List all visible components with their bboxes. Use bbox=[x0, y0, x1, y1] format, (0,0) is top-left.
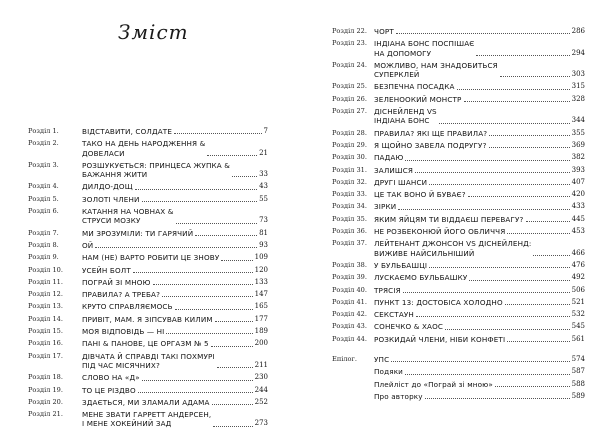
toc-entry[interactable] bbox=[332, 367, 585, 376]
entry-label: Розділ 25. bbox=[332, 82, 367, 91]
toc-entry[interactable] bbox=[332, 178, 585, 187]
toc-entry[interactable] bbox=[332, 355, 585, 364]
toc-entry[interactable] bbox=[28, 161, 268, 180]
toc-entry[interactable] bbox=[28, 339, 268, 348]
toc-entry[interactable] bbox=[332, 273, 585, 282]
dot-leader bbox=[464, 101, 570, 102]
entry-page-number: 109 bbox=[254, 253, 268, 262]
entry-title: НЕ РОЗБЕКОНЮЙ ЙОГО ОБЛИЧЧЯ bbox=[374, 227, 506, 237]
toc-left-list bbox=[28, 127, 268, 432]
dot-leader bbox=[469, 280, 569, 281]
toc-entry[interactable] bbox=[332, 286, 585, 295]
toc-entry[interactable] bbox=[28, 398, 268, 407]
entry-page-number: 587 bbox=[571, 367, 585, 376]
entry-page-number: 303 bbox=[571, 70, 585, 79]
toc-entry[interactable] bbox=[332, 141, 585, 150]
dot-leader bbox=[135, 189, 257, 190]
dot-leader bbox=[175, 309, 253, 310]
toc-entry[interactable] bbox=[28, 195, 268, 204]
entry-title: СОНЕЧКО & ХАОС bbox=[374, 322, 444, 332]
entry-label: Розділ 37. bbox=[332, 239, 367, 248]
entry-label: Розділ 43. bbox=[332, 322, 367, 331]
dot-leader bbox=[174, 133, 262, 134]
toc-entry[interactable] bbox=[28, 352, 268, 371]
dot-leader bbox=[138, 392, 253, 393]
entry-label: Розділ 35. bbox=[332, 214, 367, 223]
entry-page-number: 55 bbox=[259, 194, 268, 203]
entry-page-number: 177 bbox=[254, 314, 268, 323]
entry-label: Розділ 13. bbox=[28, 302, 63, 311]
entry-page-number: 433 bbox=[571, 202, 585, 211]
entry-title: ДРУГІ ШАНСИ bbox=[374, 177, 428, 187]
entry-label: Розділ 44. bbox=[332, 334, 367, 343]
entry-page-number: 273 bbox=[254, 419, 268, 428]
entry-page-number: 73 bbox=[259, 216, 268, 225]
entry-title: У БУЛЬБАШЦІ bbox=[374, 260, 428, 270]
entry-title: ТО ЦЕ РІЗДВО bbox=[82, 385, 136, 395]
entry-label: Розділ 14. bbox=[28, 314, 63, 323]
dot-leader bbox=[500, 76, 570, 77]
toc-entry[interactable] bbox=[332, 261, 585, 270]
dot-leader bbox=[166, 333, 252, 334]
dot-leader bbox=[398, 209, 569, 210]
dot-leader bbox=[405, 374, 570, 375]
entry-title: ПАНІ & ПАНОВЕ, ЦЕ ОРГАЗМ № 5 bbox=[82, 339, 209, 349]
dot-leader bbox=[133, 272, 253, 273]
entry-label: Розділ 2. bbox=[28, 139, 59, 148]
entry-label: Розділ 8. bbox=[28, 240, 59, 249]
dot-leader bbox=[505, 304, 570, 305]
entry-page-number: 476 bbox=[571, 260, 585, 269]
toc-entry[interactable] bbox=[332, 95, 585, 104]
entry-page-number: 147 bbox=[254, 290, 268, 299]
toc-entry[interactable] bbox=[28, 266, 268, 275]
entry-label: Розділ 15. bbox=[28, 327, 63, 336]
dot-leader bbox=[217, 367, 253, 368]
entry-page-number: 165 bbox=[254, 302, 268, 311]
entry-label: Розділ 24. bbox=[332, 60, 367, 69]
toc-entry[interactable] bbox=[28, 229, 268, 238]
toc-entry[interactable] bbox=[28, 302, 268, 311]
entry-title: ТРЯСІЯ bbox=[374, 285, 401, 295]
entry-page-number: 453 bbox=[571, 227, 585, 236]
toc-entry[interactable] bbox=[28, 410, 268, 429]
toc-entry[interactable] bbox=[28, 127, 268, 136]
dot-leader bbox=[396, 33, 570, 34]
entry-page-number: 43 bbox=[259, 182, 268, 191]
entry-page-number: 133 bbox=[254, 277, 268, 286]
toc-entry[interactable] bbox=[332, 392, 585, 401]
dot-leader bbox=[176, 223, 258, 224]
entry-label: Розділ 31. bbox=[332, 165, 367, 174]
dot-leader bbox=[507, 341, 569, 342]
toc-entry[interactable] bbox=[332, 190, 585, 199]
entry-label: Розділ 41. bbox=[332, 297, 367, 306]
right-page bbox=[300, 0, 600, 433]
entry-title: ДІВЧАТА Й СПРАВДІ ТАКІ ПОХМУРІ ПІД ЧАС МІСЯЧНИХ? bbox=[82, 351, 215, 370]
entry-label: Розділ 36. bbox=[332, 227, 367, 236]
dot-leader bbox=[212, 404, 253, 405]
toc-entry[interactable] bbox=[332, 27, 585, 36]
entry-page-number: 506 bbox=[571, 285, 585, 294]
dot-leader bbox=[429, 267, 569, 268]
dot-leader bbox=[533, 255, 569, 256]
entry-page-number: 230 bbox=[254, 373, 268, 382]
entry-label: Розділ 28. bbox=[332, 128, 367, 137]
toc-entry[interactable] bbox=[332, 166, 585, 175]
entry-page-number: 286 bbox=[571, 27, 585, 35]
entry-title: ЦЕ ТАК ВОНО Й БУВАЄ? bbox=[374, 190, 466, 200]
entry-page-number: 521 bbox=[571, 297, 585, 306]
entry-label: Розділ 18. bbox=[28, 373, 63, 382]
entry-label: Розділ 7. bbox=[28, 228, 59, 237]
entry-page-number: 189 bbox=[254, 327, 268, 336]
entry-page-number: 420 bbox=[571, 190, 585, 199]
dot-leader bbox=[95, 247, 257, 248]
entry-label: Розділ 32. bbox=[332, 177, 367, 186]
entry-label: Розділ 12. bbox=[28, 290, 63, 299]
entry-label: Розділ 4. bbox=[28, 182, 59, 191]
entry-page-number: 589 bbox=[571, 391, 585, 400]
entry-page-number: 294 bbox=[571, 48, 585, 57]
dot-leader bbox=[213, 426, 252, 427]
entry-title: ТАКО НА ДЕНЬ НАРОДЖЕННЯ & ДОВЕЛАСИ bbox=[82, 139, 206, 158]
toc-entry[interactable] bbox=[332, 61, 585, 80]
entry-label: Розділ 20. bbox=[28, 397, 63, 406]
entry-title: ПРАВИЛА? А ТРЕБА? bbox=[82, 290, 161, 300]
entry-label: Розділ 27. bbox=[332, 107, 367, 116]
entry-title: РОЗКИДАЙ ЧЛЕНИ, НІБИ КОНФЕТІ bbox=[374, 334, 506, 344]
entry-page-number: 492 bbox=[571, 273, 585, 282]
entry-label: Розділ 1. bbox=[28, 127, 59, 135]
dot-leader bbox=[468, 196, 570, 197]
toc-entry[interactable] bbox=[332, 227, 585, 236]
entry-label: Розділ 38. bbox=[332, 260, 367, 269]
entry-label: Розділ 9. bbox=[28, 253, 59, 262]
entry-title: ПРИВІТ, МАМ. Я ЗІПСУВАВ КИЛИМ bbox=[82, 314, 213, 324]
toc-entry[interactable] bbox=[332, 82, 585, 91]
entry-label: Розділ 3. bbox=[28, 160, 59, 169]
toc-entry[interactable] bbox=[28, 253, 268, 262]
entry-label: Розділ 34. bbox=[332, 202, 367, 211]
entry-title: СЛОВО НА «Д» bbox=[82, 373, 140, 383]
toc-entry[interactable] bbox=[28, 373, 268, 382]
entry-page-number: 369 bbox=[571, 140, 585, 149]
dot-leader bbox=[489, 147, 570, 148]
toc-entry[interactable] bbox=[332, 129, 585, 138]
entry-label: Розділ 17. bbox=[28, 351, 63, 360]
dot-leader bbox=[425, 398, 570, 399]
entry-title: РОЗШУКУЄТЬСЯ: ПРИНЦЕСА ЖУПКА & БАЖАННЯ ЖИТИ bbox=[82, 160, 231, 180]
entry-page-number: 93 bbox=[259, 240, 268, 249]
entry-title: НАМ (НЕ) ВАРТО РОБИТИ ЦЕ ЗНОВУ bbox=[82, 253, 220, 263]
entry-title: ЗІРКИ bbox=[374, 202, 397, 212]
entry-label: Розділ 10. bbox=[28, 265, 63, 274]
entry-label: Розділ 21. bbox=[28, 410, 63, 419]
toc-entry[interactable] bbox=[332, 310, 585, 319]
entry-label: Розділ 42. bbox=[332, 310, 367, 319]
entry-label: Розділ 29. bbox=[332, 140, 367, 149]
entry-page-number: 211 bbox=[254, 360, 268, 369]
dot-leader bbox=[207, 155, 257, 156]
entry-page-number: 33 bbox=[259, 170, 268, 179]
entry-title: УПС bbox=[374, 355, 390, 365]
dot-leader bbox=[526, 221, 570, 222]
entry-title: ЗЕЛЕНООКИЙ МОНСТР bbox=[374, 94, 462, 104]
entry-page-number: 328 bbox=[571, 94, 585, 103]
entry-page-number: 545 bbox=[571, 322, 585, 331]
entry-label: Розділ 26. bbox=[332, 94, 367, 103]
entry-label: Епілог. bbox=[332, 355, 358, 364]
entry-title: ДІСНЕЙЛЕНД VS ІНДІАНА БОНС bbox=[374, 107, 437, 126]
toc-entry[interactable] bbox=[28, 327, 268, 336]
entry-title: МИ ЗРОЗУМІЛИ: ТИ ГАРЯЧИЙ bbox=[82, 228, 194, 238]
entry-page-number: 7 bbox=[263, 127, 268, 135]
entry-title: МЕНЕ ЗВАТИ ГАРРЕТТ АНДЕРСЕН, І МЕНЕ ХОКЕЙНИЙ ЗАД bbox=[82, 410, 212, 429]
dot-leader bbox=[405, 160, 569, 161]
dot-leader bbox=[391, 361, 569, 362]
entry-title: ОЙ bbox=[82, 240, 94, 250]
toc-entry[interactable] bbox=[332, 298, 585, 307]
dot-leader bbox=[195, 235, 257, 236]
entry-title: Плейліст до «Пограй зі мною» bbox=[374, 379, 493, 389]
entry-page-number: 393 bbox=[571, 165, 585, 174]
toc-entry[interactable] bbox=[28, 386, 268, 395]
toc-entry[interactable] bbox=[28, 278, 268, 287]
toc-entry[interactable] bbox=[332, 107, 585, 126]
dot-leader bbox=[416, 316, 570, 317]
entry-label: Розділ 22. bbox=[332, 27, 367, 35]
toc-entry[interactable] bbox=[28, 182, 268, 191]
dot-leader bbox=[415, 172, 570, 173]
dot-leader bbox=[232, 176, 257, 177]
entry-page-number: 21 bbox=[259, 148, 268, 157]
dot-leader bbox=[429, 184, 569, 185]
entry-title: БЕЗПЕЧНА ПОСАДКА bbox=[374, 82, 455, 92]
toc-right-list bbox=[332, 27, 585, 404]
dot-leader bbox=[142, 380, 253, 381]
dot-leader bbox=[215, 321, 253, 322]
entry-label: Розділ 16. bbox=[28, 339, 63, 348]
entry-title: ЗОЛОТІ ЧЛЕНИ bbox=[82, 194, 140, 204]
entry-title: ПАДАЮ bbox=[374, 153, 404, 163]
entry-title: ДИЛДО-ДОЩ bbox=[82, 182, 133, 192]
entry-title: ВІДСТАВИТИ, СОЛДАТЕ bbox=[82, 127, 173, 136]
dot-leader bbox=[211, 346, 253, 347]
entry-title: Про авторку bbox=[374, 391, 423, 401]
entry-title: ЯКИМ ЯЙЦЯМ ТИ ВІДДАЄШ ПЕРЕВАГУ? bbox=[374, 214, 524, 224]
dot-leader bbox=[495, 386, 570, 387]
entry-title: ЗДАЄТЬСЯ, МИ ЗЛАМАЛИ АДАМА bbox=[82, 397, 210, 407]
dot-leader bbox=[439, 123, 570, 124]
entry-title: ПУНКТ 13: ДОСТОБІСА ХОЛОДНО bbox=[374, 297, 503, 307]
entry-title: ПОГРАЙ ЗІ МНОЮ bbox=[82, 277, 151, 287]
toc-heading: Зміст bbox=[118, 20, 189, 44]
dot-leader bbox=[507, 233, 569, 234]
entry-title: ЛУСКАЄМО БУЛЬБАШКУ bbox=[374, 273, 468, 283]
toc-entry[interactable] bbox=[332, 335, 585, 344]
dot-leader bbox=[457, 89, 570, 90]
entry-title: ЛЕЙТЕНАНТ ДЖОНСОН VS ДІСНЕЙЛЕНД: ВИЖИВЕ НАЙСИЛЬНІШИЙ bbox=[374, 239, 532, 258]
dot-leader bbox=[403, 292, 570, 293]
toc-entry[interactable] bbox=[28, 241, 268, 250]
entry-title: ЗАЛИШСЯ bbox=[374, 165, 414, 175]
toc-entry[interactable] bbox=[332, 215, 585, 224]
entry-page-number: 588 bbox=[571, 379, 585, 388]
entry-label: Розділ 33. bbox=[332, 190, 367, 199]
entry-page-number: 532 bbox=[571, 310, 585, 319]
entry-page-number: 344 bbox=[571, 116, 585, 125]
entry-label: Розділ 40. bbox=[332, 285, 367, 294]
dot-leader bbox=[162, 296, 253, 297]
section-gap bbox=[332, 347, 585, 355]
entry-title: КРУТО СПРАВЛЯЄМОСЬ bbox=[82, 302, 173, 312]
entry-page-number: 407 bbox=[571, 177, 585, 186]
entry-page-number: 382 bbox=[571, 153, 585, 162]
dot-leader bbox=[445, 329, 570, 330]
entry-title: СЕКСТАУН bbox=[374, 310, 414, 320]
entry-label: Розділ 23. bbox=[332, 39, 367, 48]
entry-page-number: 574 bbox=[571, 355, 585, 364]
entry-label: Розділ 30. bbox=[332, 153, 367, 162]
entry-page-number: 466 bbox=[571, 248, 585, 257]
entry-title: МОЖЛИВО, НАМ ЗНАДОБИТЬСЯ СУПЕРКЛЕЙ bbox=[374, 60, 498, 80]
toc-entry[interactable] bbox=[332, 380, 585, 389]
entry-page-number: 252 bbox=[254, 397, 268, 406]
toc-entry[interactable] bbox=[332, 202, 585, 211]
dot-leader bbox=[142, 201, 258, 202]
entry-label: Розділ 5. bbox=[28, 194, 59, 203]
toc-entry[interactable] bbox=[332, 39, 585, 58]
entry-label: Розділ 11. bbox=[28, 277, 63, 286]
toc-entry[interactable] bbox=[332, 153, 585, 162]
entry-page-number: 200 bbox=[254, 339, 268, 348]
entry-title: Я ЩОЙНО ЗАВЕЛА ПОДРУГУ? bbox=[374, 140, 487, 150]
toc-entry[interactable] bbox=[28, 207, 268, 226]
dot-leader bbox=[221, 260, 252, 261]
entry-page-number: 355 bbox=[571, 128, 585, 137]
toc-entry[interactable] bbox=[28, 315, 268, 324]
entry-title: Подяки bbox=[374, 367, 404, 377]
toc-entry[interactable] bbox=[332, 239, 585, 258]
entry-title: УСЕЙН БОЛТ bbox=[82, 265, 131, 275]
entry-page-number: 561 bbox=[571, 334, 585, 343]
dot-leader bbox=[489, 135, 569, 136]
entry-page-number: 445 bbox=[571, 214, 585, 223]
toc-entry[interactable] bbox=[28, 290, 268, 299]
toc-entry[interactable] bbox=[28, 139, 268, 158]
entry-page-number: 244 bbox=[254, 385, 268, 394]
entry-label: Розділ 19. bbox=[28, 385, 63, 394]
entry-label: Розділ 6. bbox=[28, 207, 59, 216]
entry-page-number: 81 bbox=[259, 228, 268, 237]
entry-label: Розділ 39. bbox=[332, 273, 367, 282]
entry-title: ПРАВИЛА? ЯКІ ЩЕ ПРАВИЛА? bbox=[374, 128, 488, 138]
entry-title: ІНДІАНА БОНС ПОСПІШАЄ НА ДОПОМОГУ bbox=[374, 39, 475, 58]
entry-page-number: 120 bbox=[254, 265, 268, 274]
entry-title: КАТАННЯ НА ЧОВНАХ & СТРУСИ МОЗКУ bbox=[82, 207, 174, 226]
entry-page-number: 315 bbox=[571, 82, 585, 91]
dot-leader bbox=[476, 55, 569, 56]
toc-entry[interactable] bbox=[332, 322, 585, 331]
dot-leader bbox=[153, 284, 253, 285]
entry-title: ЧОРТ bbox=[374, 27, 394, 36]
entry-title: МОЯ ВІДПОВІДЬ — НІ bbox=[82, 327, 165, 337]
